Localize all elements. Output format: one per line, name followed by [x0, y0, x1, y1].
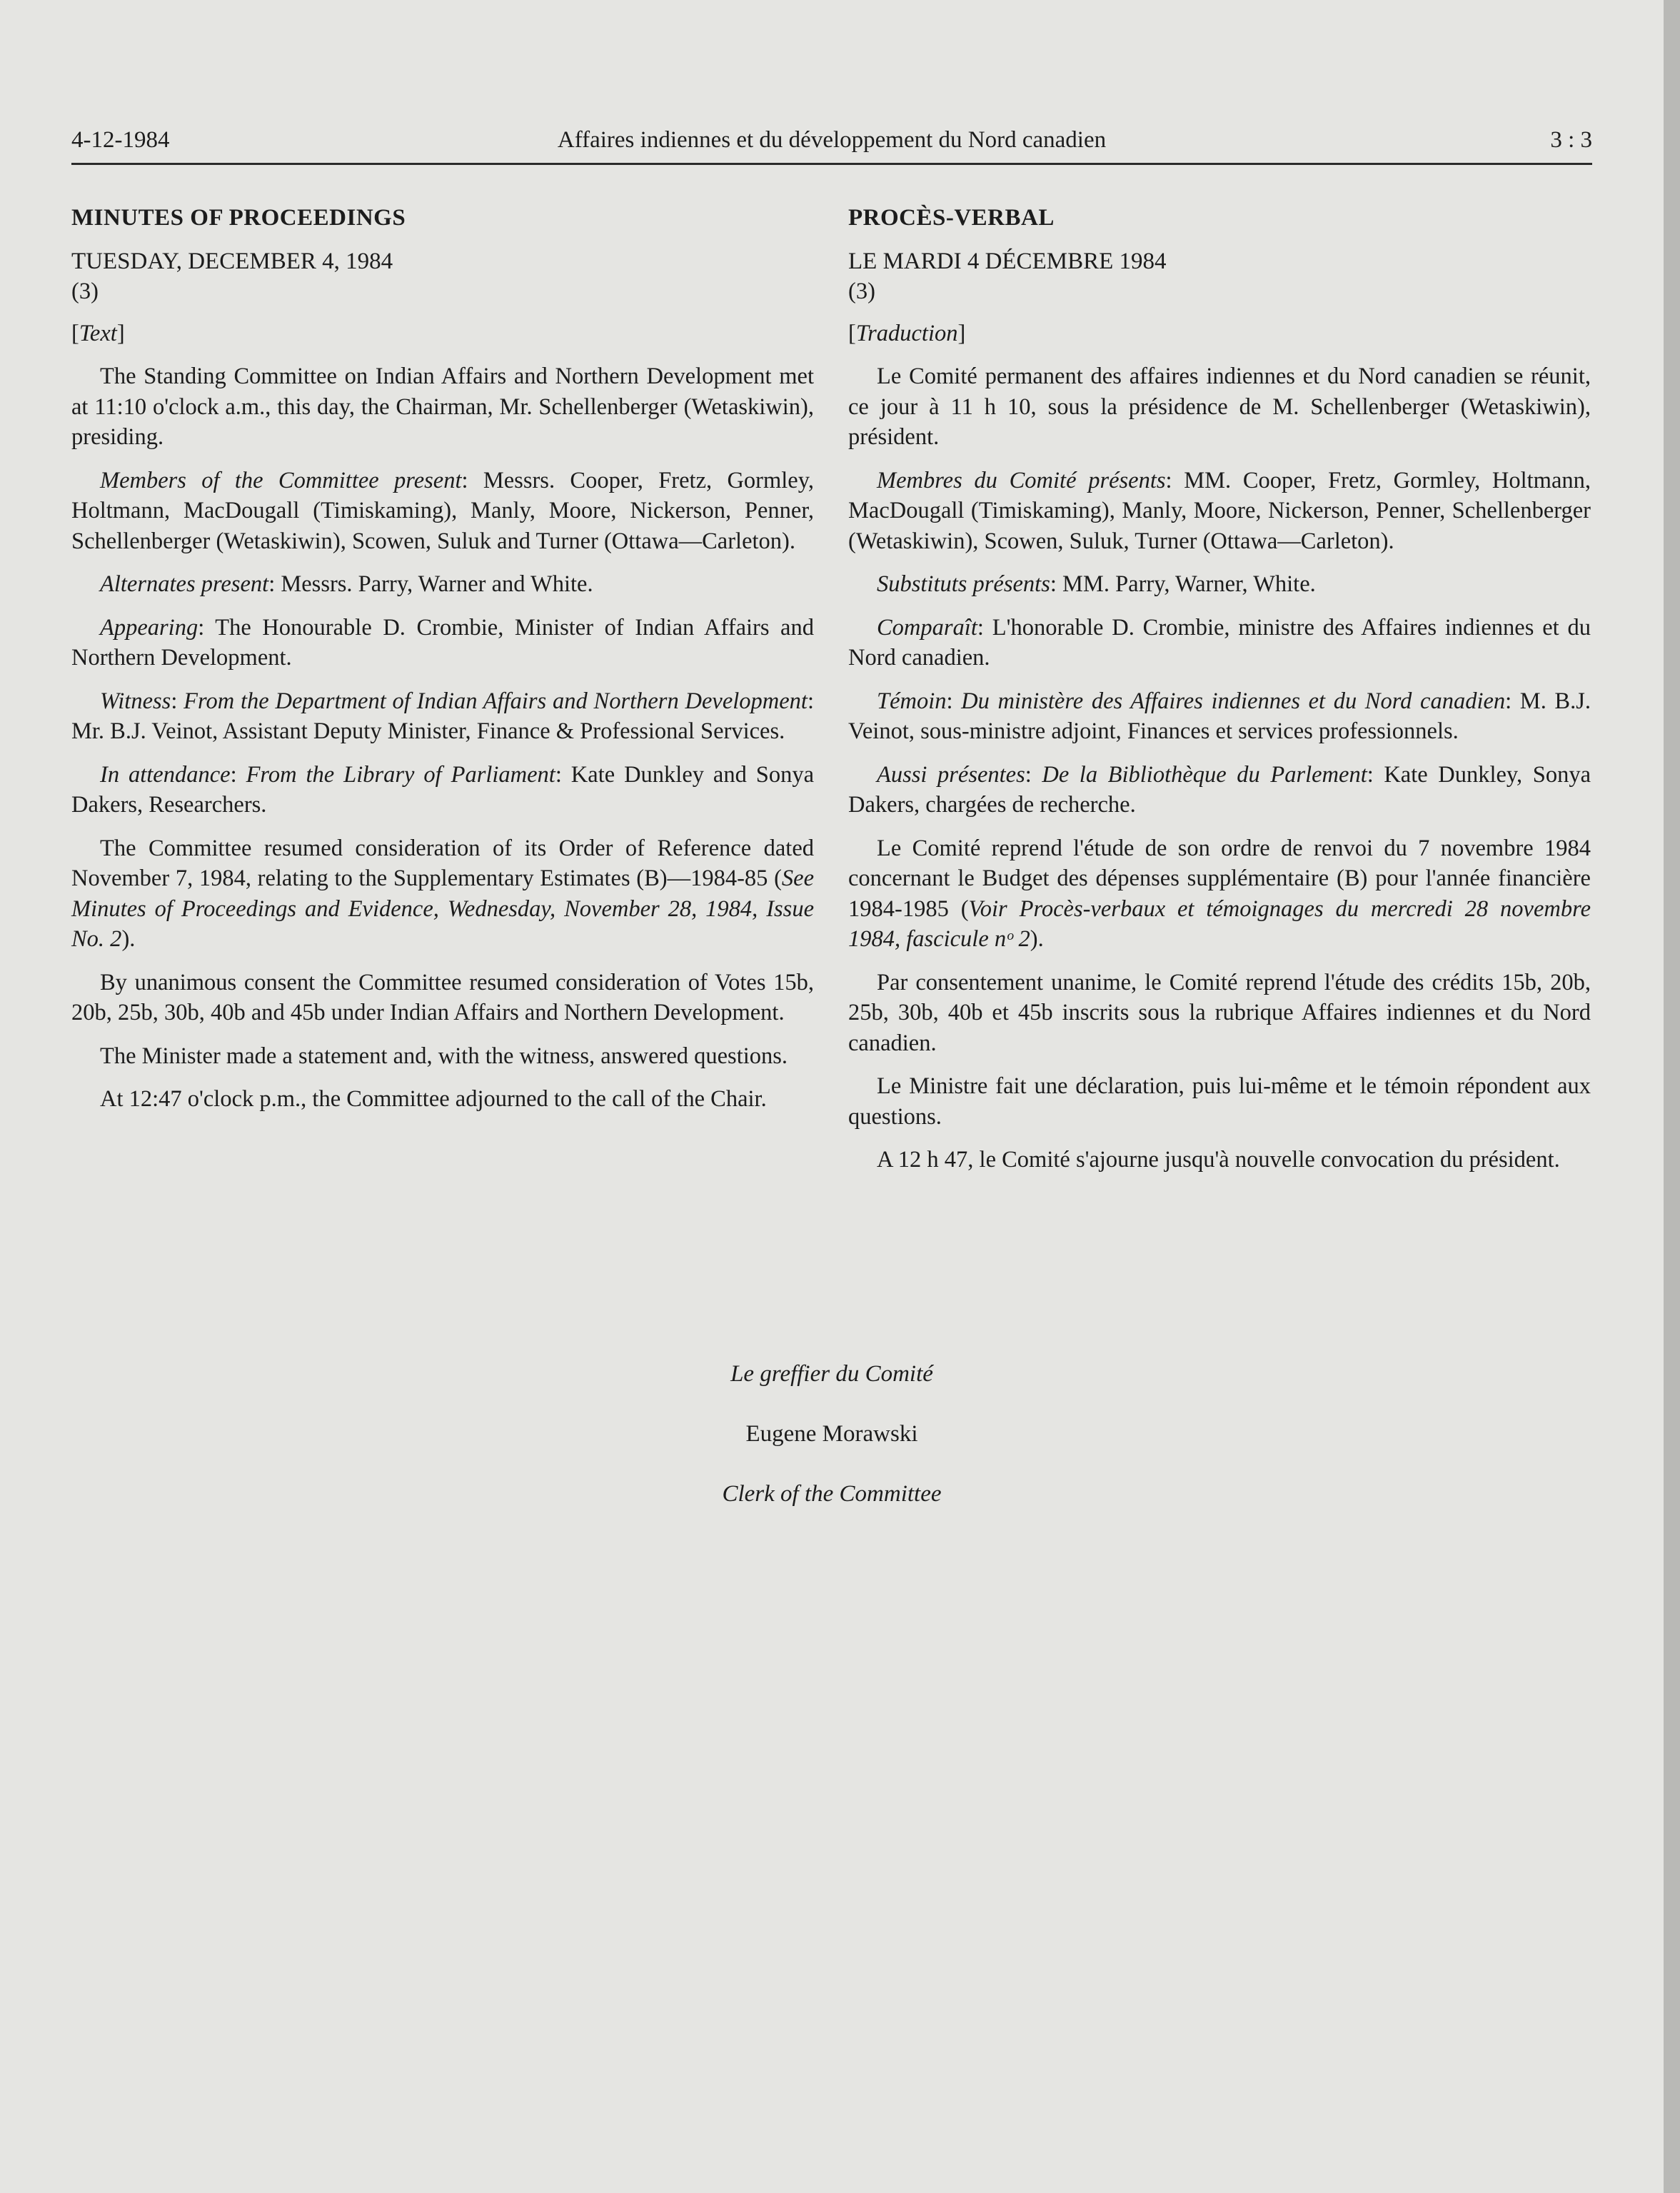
french-attendance-label: Aussi présentes	[877, 761, 1025, 788]
english-appearing-label: Appearing	[100, 614, 198, 641]
french-heading: PROCÈS-VERBAL	[848, 205, 1055, 231]
english-attendance-paragraph: In attendance: From the Library of Parliament: Kate Dunkley and Sonya Dakers, Researchers.	[71, 761, 815, 818]
french-alternates-paragraph: Substituts présents: MM. Parry, Warner, White.	[877, 571, 1316, 597]
english-resumed-paragraph	[71, 833, 814, 955]
french-appearing-label: Comparaît	[877, 614, 977, 641]
french-witness-label: Témoin	[877, 688, 947, 714]
english-appearing-paragraph: Appearing: The Honourable D. Crombie, Minister of Indian Affairs and Northern Development.	[71, 614, 814, 671]
french-sitting-number: (3)	[848, 278, 875, 304]
english-attendance-label: In attendance	[100, 761, 231, 788]
french-adjourn-paragraph: A 12 h 47, le Comité s'ajourne jusqu'à nouvelle convocation du président.	[877, 1147, 1560, 1173]
french-attendance-from: De la Bibliothèque du Parlement	[1042, 761, 1367, 788]
french-resumed-paragraph	[848, 833, 1591, 955]
english-resumed-reference: See Minutes of Proceedings and Evidence, Wednesday, November 28, 1984, Issue No. 2	[71, 865, 814, 952]
english-witness-from: From the Department of Indian Affairs and Northern Development	[183, 688, 808, 714]
english-alternates-paragraph: Alternates present: Messrs. Parry, Warner and White.	[100, 571, 593, 597]
french-text-marker-label: Traduction	[855, 320, 958, 346]
french-members-text: MM. Cooper, Fretz, Gormley, Holtmann, MacDougall (Timiskaming), Manly, Moore, Nickerson, Penner, Schellenberger (Wetaskiwin), Scowen, Suluk, Turner (Ottawa—Carleton).	[848, 467, 1591, 554]
english-opening-paragraph: The Standing Committee on Indian Affairs and Northern Development met at 11:10 o'clock a.m., this day, the Chairman, Mr. Schellenberger (Wetaskiwin), presiding.	[71, 363, 814, 450]
english-sitting-number: (3)	[71, 278, 99, 304]
english-adjourn-paragraph: At 12:47 o'clock p.m., the Committee adjourned to the call of the Chair.	[100, 1086, 767, 1112]
english-witness-label: Witness	[100, 688, 171, 714]
french-resumed-reference: Voir Procès-verbaux et témoignages du mercredi 28 novembre 1984, fascicule nᵒ 2	[848, 895, 1591, 952]
english-resumed-text: The Committee resumed consideration of its Order of Reference dated November 7, 1984, relating to the Supplementary Estimates (B)—1984-85 (	[71, 835, 814, 891]
french-column	[848, 203, 1591, 1188]
english-witness-paragraph: Witness: From the Department of Indian Affairs and Northern Development: Mr. B.J. Veinot, Assistant Deputy Minister, Finance & Professional Services.	[71, 688, 814, 744]
english-witness-text: Mr. B.J. Veinot, Assistant Deputy Minister, Finance & Professional Services.	[71, 718, 785, 744]
english-text-marker-label: Text	[79, 320, 117, 346]
clerk-title-english: Clerk of the Committee	[722, 1481, 942, 1507]
english-members-paragraph: Members of the Committee present: Messrs. Cooper, Fretz, Gormley, Holtmann, MacDougall (Timiskaming), Manly, Moore, Nickerson, Penner, Schellenberger (Wetaskiwin), Scowen, Suluk and Turner (Ottawa—Carleton).	[71, 467, 814, 554]
page-edge	[1664, 0, 1680, 2193]
french-members-label: Membres du Comité présents	[877, 467, 1166, 493]
english-attendance-from: From the Library of Parliament	[246, 761, 555, 788]
french-resumed-end: ).	[1030, 926, 1044, 952]
french-witness-text: M. B.J. Veinot, sous-ministre adjoint, Finances et services professionnels.	[848, 688, 1591, 744]
english-members-label: Members of the Committee present	[100, 467, 462, 493]
french-attendance-paragraph: Aussi présentes: De la Bibliothèque du Parlement: Kate Dunkley, Sonya Dakers, chargées de recherche.	[848, 761, 1591, 818]
english-alternates-text: Messrs. Parry, Warner and White.	[281, 571, 593, 597]
english-heading: MINUTES OF PROCEEDINGS	[71, 205, 406, 231]
french-witness-from: Du ministère des Affaires indiennes et du Nord canadien	[961, 688, 1506, 714]
french-attendance-text: Kate Dunkley, Sonya Dakers, chargées de recherche.	[848, 761, 1591, 818]
header-date: 4-12-1984	[71, 127, 170, 153]
clerk-name: Eugene Morawski	[745, 1421, 918, 1447]
french-opening-paragraph: Le Comité permanent des affaires indiennes et du Nord canadien se réunit, ce jour à 11 h 10, sous la présidence de M. Schellenberger (Wetaskiwin), président.	[848, 363, 1591, 450]
english-attendance-text: Kate Dunkley and Sonya Dakers, Researchers.	[71, 761, 815, 818]
english-alternates-label: Alternates present	[100, 571, 269, 597]
english-column	[71, 203, 814, 1128]
french-alternates-text: MM. Parry, Warner, White.	[1062, 571, 1316, 597]
header-rule	[71, 163, 1592, 165]
french-text-marker: [Traduction]	[848, 320, 966, 346]
header-page-number: 3 : 3	[1550, 127, 1592, 153]
english-text-marker: [Text]	[71, 320, 125, 346]
french-resumed-text: Le Comité reprend l'étude de son ordre de renvoi du 7 novembre 1984 concernant le Budget des dépenses supplémentaire (B) pour l'année financière 1984-1985 (	[848, 835, 1591, 922]
french-appearing-text: L'honorable D. Crombie, ministre des Affaires indiennes et du Nord canadien.	[848, 614, 1591, 671]
clerk-title-french: Le greffier du Comité	[730, 1361, 933, 1387]
english-appearing-text: The Honourable D. Crombie, Minister of Indian Affairs and Northern Development.	[71, 614, 814, 671]
english-members-text: Messrs. Cooper, Fretz, Gormley, Holtmann, MacDougall (Timiskaming), Manly, Moore, Nickerson, Penner, Schellenberger (Wetaskiwin), Scowen, Suluk and Turner (Ottawa—Carleton).	[71, 467, 814, 554]
english-resumed-end: ).	[121, 926, 136, 952]
running-header	[71, 127, 1592, 163]
french-alternates-label: Substituts présents	[877, 571, 1050, 597]
french-members-paragraph: Membres du Comité présents: MM. Cooper, Fretz, Gormley, Holtmann, MacDougall (Timiskaming), Manly, Moore, Nickerson, Penner, Schellenberger (Wetaskiwin), Scowen, Suluk, Turner (Ottawa—Carleton).	[848, 467, 1591, 554]
french-appearing-paragraph: Comparaît: L'honorable D. Crombie, ministre des Affaires indiennes et du Nord canadien.	[848, 614, 1591, 671]
french-consent-paragraph: Par consentement unanime, le Comité reprend l'étude des crédits 15b, 20b, 25b, 30b, 40b et 45b inscrits sous la rubrique Affaires indiennes et du Nord canadien.	[848, 969, 1591, 1056]
header-title: Affaires indiennes et du développement du Nord canadien	[557, 127, 1107, 153]
french-date: LE MARDI 4 DÉCEMBRE 1984	[848, 248, 1167, 274]
french-witness-paragraph: Témoin: Du ministère des Affaires indiennes et du Nord canadien: M. B.J. Veinot, sous-ministre adjoint, Finances et services professionnels.	[848, 688, 1591, 744]
english-date: TUESDAY, DECEMBER 4, 1984	[71, 248, 393, 274]
english-consent-paragraph: By unanimous consent the Committee resumed consideration of Votes 15b, 20b, 25b, 30b, 40b and 45b under Indian Affairs and Northern Development.	[71, 969, 814, 1025]
french-minister-paragraph: Le Ministre fait une déclaration, puis lui-même et le témoin répondent aux questions.	[848, 1073, 1591, 1130]
english-minister-paragraph: The Minister made a statement and, with the witness, answered questions.	[100, 1043, 788, 1069]
